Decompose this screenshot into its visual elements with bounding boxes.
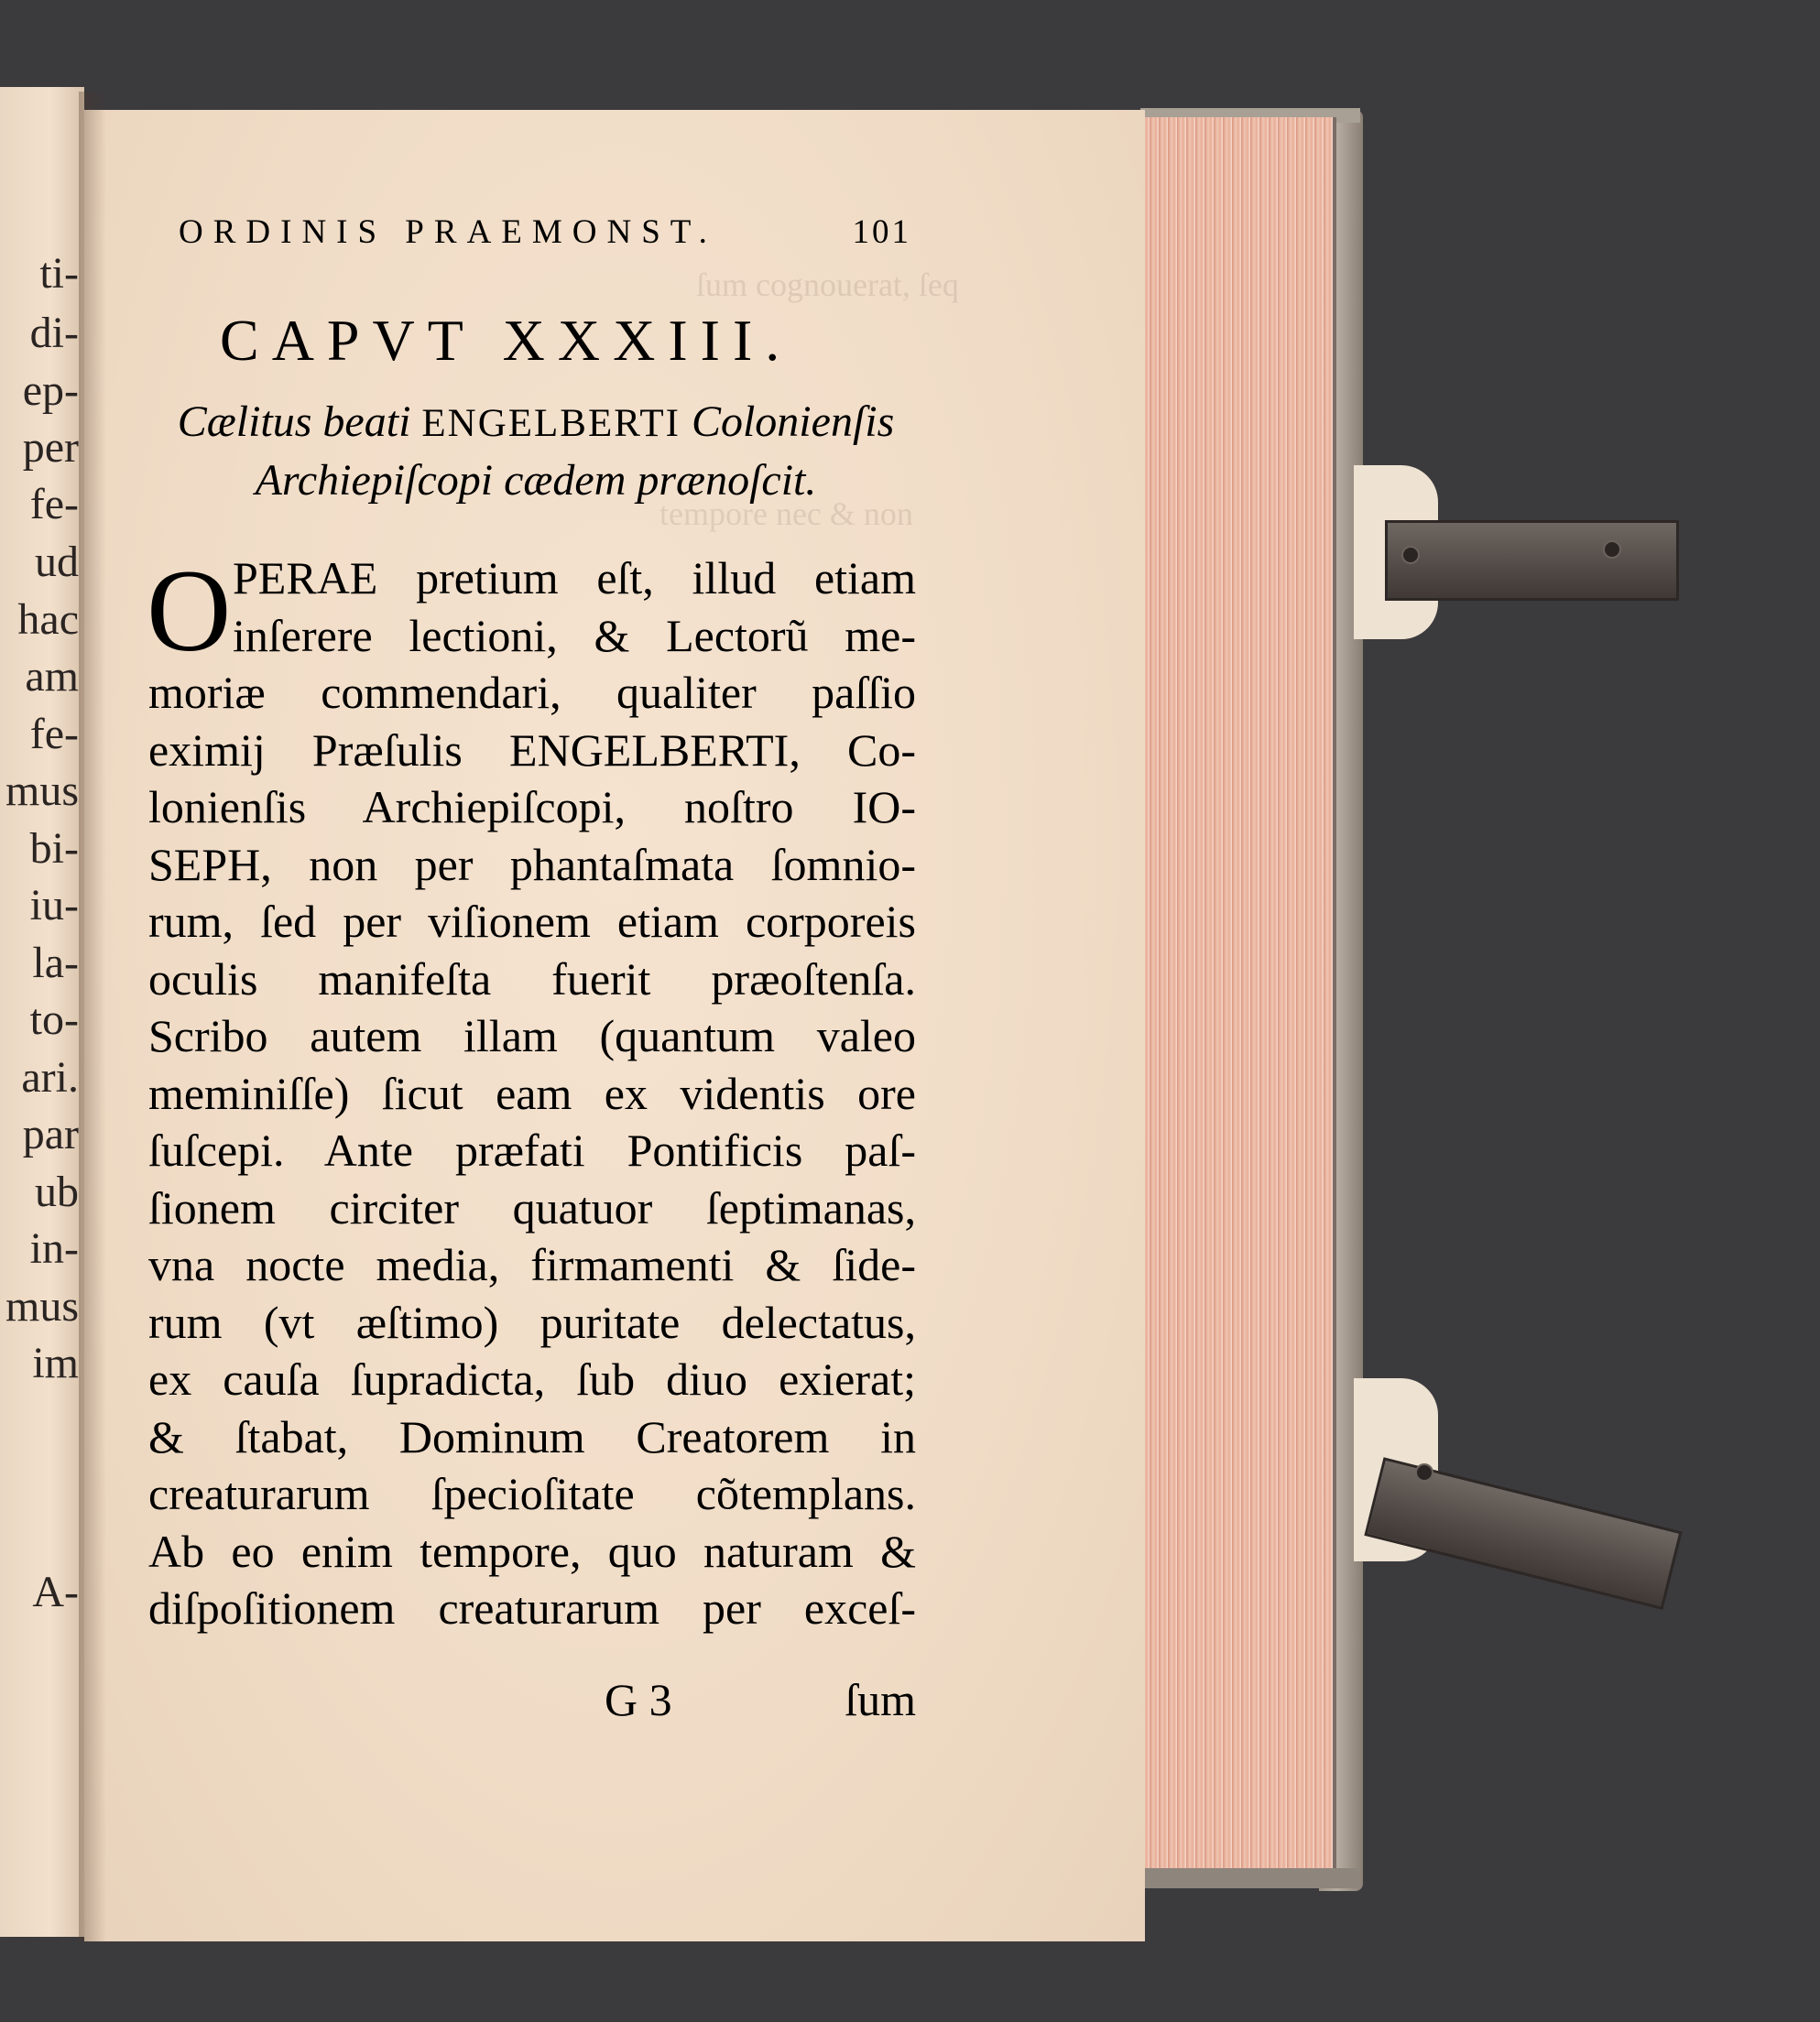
left-page-fragment: di- <box>29 309 79 357</box>
text-line: vna nocte media, firmamenti & ſide- <box>148 1239 916 1290</box>
left-page-fragment: bi- <box>29 824 79 873</box>
left-page-fragment: in- <box>29 1224 79 1273</box>
left-page-fragment: ub <box>35 1168 79 1216</box>
text-line: PERAE pretium eſt, illud etiam <box>233 552 916 603</box>
bleed-through-text: ſum cognouerat, ſeq <box>696 266 959 303</box>
text-line: diſpoſitionem creaturarum per exceſ- <box>148 1582 916 1634</box>
upper-clasp-rivet <box>1603 540 1621 559</box>
text-line: eximij Præſulis ENGELBERTI, Co- <box>148 723 916 776</box>
left-page-fragment: ep- <box>22 366 79 415</box>
text-line: Ab eo enim tempore, quo naturam & <box>148 1525 916 1577</box>
text-line: ex cauſa ſupradicta, ſub diuo exierat; <box>148 1353 916 1405</box>
text-line: inſerere lectioni, & Lectorũ me- <box>233 609 916 661</box>
text-line: creaturarum ſpecioſitate cõtemplans. <box>148 1468 916 1519</box>
chapter-heading: CAPVT XXXIII. <box>220 308 793 373</box>
text-line: lonienſis Archiepiſcopi, noſtro IO- <box>148 781 916 832</box>
subtitle-line-2: Archiepiſcopi cædem prænoſcit. <box>255 456 817 505</box>
text-line: SEPH, non per phantaſmata ſomnio- <box>148 838 916 890</box>
left-page-fragment: per <box>22 423 79 472</box>
left-page-fragment: am <box>25 652 79 701</box>
upper-clasp-strap <box>1385 520 1679 601</box>
previous-page-strip <box>0 87 84 1937</box>
text-line: ſionem circiter quatuor ſeptimanas, <box>148 1181 916 1234</box>
left-page-fragment: ti- <box>39 249 79 298</box>
left-page-fragment: iu- <box>29 881 79 929</box>
lower-clasp-rivet <box>1415 1463 1433 1482</box>
subtitle-name: ENGELBERTI <box>421 402 681 445</box>
text-line: rum, ſed per viſionem etiam corporeis <box>148 896 916 947</box>
running-head-title: ORDINIS PRAEMONST. <box>179 213 717 251</box>
subtitle-italic: Cælitus beati <box>177 397 411 446</box>
page-footer-line <box>147 1673 916 1730</box>
left-page-fragment: la- <box>32 939 79 987</box>
signature-mark: G 3 <box>605 1674 672 1725</box>
left-page-fragment: A- <box>32 1568 79 1616</box>
cover-bottom-edge <box>1140 1868 1360 1888</box>
left-page-fragment: hac <box>17 595 79 644</box>
page-fore-edge <box>1140 117 1336 1875</box>
page-number: 101 <box>852 213 911 251</box>
bleed-through-text: tempore nec & non <box>659 495 913 532</box>
text-line: & ſtabat, Dominum Creatorem in <box>148 1410 916 1462</box>
lower-clasp-strap <box>1364 1457 1682 1610</box>
left-page-fragment: ari. <box>21 1053 79 1102</box>
left-page-fragment: mus <box>5 766 79 815</box>
left-page-fragment: par <box>22 1110 79 1158</box>
text-line: moriæ commendari, qualiter paſſio <box>148 667 916 718</box>
subtitle-italic: Colonienſis <box>691 397 895 446</box>
left-page-fragment: to- <box>29 995 79 1044</box>
chapter-subtitle <box>147 394 925 509</box>
text-line: meminiſſe) ſicut eam ex videntis ore <box>148 1067 916 1119</box>
left-page-fragment: fe- <box>29 710 79 758</box>
left-page-fragment: ud <box>35 538 79 586</box>
text-line: ſuſcepi. Ante præfati Pontificis paſ- <box>148 1125 916 1176</box>
text-line: oculis manifeſta fuerit præoſtenſa. <box>148 952 916 1005</box>
catchword: ſum <box>845 1674 916 1725</box>
upper-clasp-rivet <box>1401 546 1420 564</box>
drop-cap: O <box>147 546 232 676</box>
left-page-fragment: im <box>32 1339 79 1387</box>
text-line: Scribo autem illam (quantum valeo <box>148 1010 916 1061</box>
text-line: rum (vt æſtimo) puritate delectatus, <box>148 1296 916 1348</box>
running-head <box>179 212 911 258</box>
gutter-shadow <box>79 92 106 1941</box>
left-page-fragment: mus <box>5 1282 79 1331</box>
body-text <box>147 546 916 1637</box>
left-page-fragment: fe- <box>29 480 79 528</box>
